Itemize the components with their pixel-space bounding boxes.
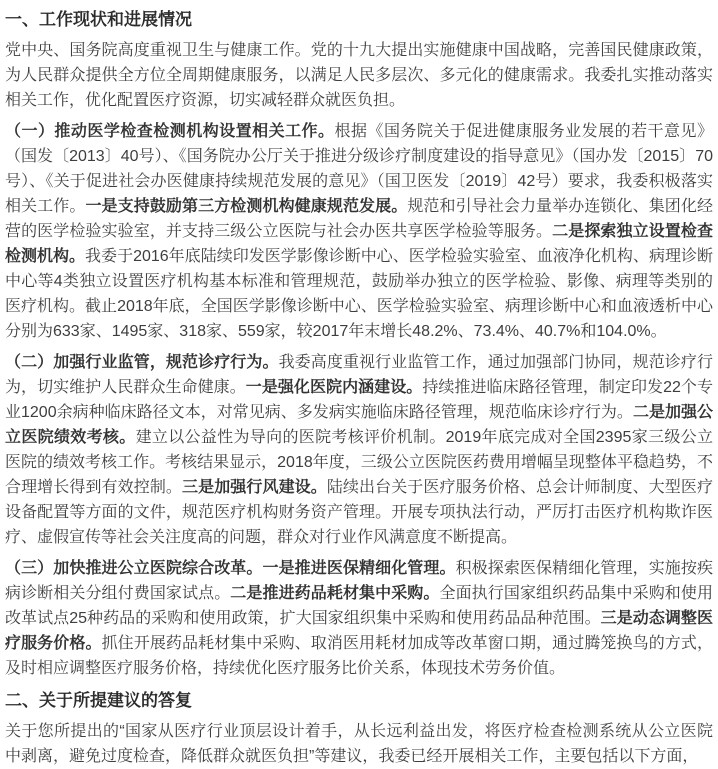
para1-point2: 二是探索独立设置检查检测机构。 <box>5 223 713 265</box>
para2-seg3: 建立以公益性为导向的医院考核评价机制。2019年底完成对全国2395家三级公立医院的绩效考核工作。考核结果显示，2018年度，三级公立医院医药费用增幅呈现整体平稳趋势，不合理增长得到有效控制。 <box>5 429 713 496</box>
para3-point3: 三是动态调整医疗服务价格。 <box>5 610 713 652</box>
para3-point2: 二是推进药品耗材集中采购。 <box>230 585 440 602</box>
intro-paragraph <box>5 38 713 113</box>
closing-text: 关于您所提出的“国家从医疗行业顶层设计着手，从长远利益出发，将医疗检查检测系统从公立医院中剥离，避免过度检查，降低群众就医负担”等建议，我委已经开展相关工作，主要包括以下方面， <box>5 723 713 765</box>
para1-seg2: 规范和引导社会力量举办连锁化、集团化经营的医学检验实验室，并支持三级公立医院与社会办医共享医学检验等服务。 <box>5 198 713 240</box>
para1-seg3: 我委于2016年底陆续印发医学影像诊断中心、医学检验实验室、血液净化机构、病理诊断中心等4类独立设置医疗机构基本标准和管理规范，鼓励举办独立的医学检验、影像、病理等类别的医疗机构。截止2018年底，全国医学影像诊断中心、医学检验实验室、病理诊断中心和血液透析中心分别为633家、1495家、318家、559家，较2017年末增长48.2%、73.4%、40.7%和104.0%。 <box>5 248 713 340</box>
section-1-heading: 一、工作现状和进展情况 <box>5 10 192 29</box>
section-2-heading: 二、关于所提建议的答复 <box>5 691 192 710</box>
para2-lead: （二）加强行业监管，规范诊疗行为。 <box>5 354 279 371</box>
para3-point1: 一是推进医保精细化管理。 <box>262 560 456 577</box>
para1-seg1: 根据《国务院关于促进健康服务业发展的若干意见》（国发〔2013〕40号）、《国务院办公厅关于推进分级诊疗制度建设的指导意见》（国办发〔2015〕70号）、《关于促进社会办医健康持续规范发展的意见》（国卫医发〔2019〕42号）要求，我委积极落实相关工作。 <box>5 123 713 215</box>
para3-lead: （三）加快推进公立医院综合改革。 <box>5 560 263 577</box>
para2-point3: 三是加强行风建设。 <box>182 479 327 496</box>
intro-text: 党中央、国务院高度重视卫生与健康工作。党的十九大提出实施健康中国战略，完善国民健康政策，为人民群众提供全方位全周期健康服务，以满足人民多层次、多元化的健康需求。我委扎实推动落实相关工作，优化配置医疗资源，切实减轻群众就医负担。 <box>5 42 713 109</box>
para3-seg1: 积极探索医保精细化管理，实施按疾病诊断相关分组付费国家试点。 <box>5 560 713 602</box>
para3-seg2: 全面执行国家组织药品集中采购和使用改革试点25种药品的采购和使用政策，扩大国家组织集中采购和使用药品品种范围。 <box>5 585 713 627</box>
para2-seg1: 我委高度重视行业监管工作，通过加强部门协同，规范诊疗行为，切实维护人民群众生命健康。 <box>5 354 713 396</box>
para1-lead: （一）推动医学检查检测机构设置相关工作。 <box>5 123 335 140</box>
para2-seg2: 持续推进临床路径管理，制定印发22个专业1200余病种临床路径文本，对常见病、多发病实施临床路径管理，规范临床诊疗行为。 <box>5 379 713 421</box>
paragraph-item-1 <box>5 119 713 344</box>
closing-paragraph <box>5 719 713 769</box>
para1-point1: 一是支持鼓励第三方检测机构健康规范发展。 <box>85 198 408 215</box>
paragraph-item-3 <box>5 556 713 681</box>
para2-seg4: 陆续出台关于医疗服务价格、总会计师制度、大型医疗设备配置等方面的文件，规范医疗机构财务资产管理。开展专项执法行动，严厉打击医疗机构欺诈医疗、虚假宣传等社会关注度高的问题，群众对行业作风满意度不断提高。 <box>5 479 713 546</box>
para2-point2: 二是加强公立医院绩效考核。 <box>5 404 713 446</box>
paragraph-item-2 <box>5 350 713 550</box>
para3-seg3: 抓住开展药品耗材集中采购、取消医用耗材加成等改革窗口期，通过腾笼换鸟的方式，及时相应调整医疗服务价格，持续优化医疗服务比价关系，体现技术劳务价值。 <box>5 635 713 677</box>
para2-point1: 一是强化医院内涵建设。 <box>245 379 423 396</box>
